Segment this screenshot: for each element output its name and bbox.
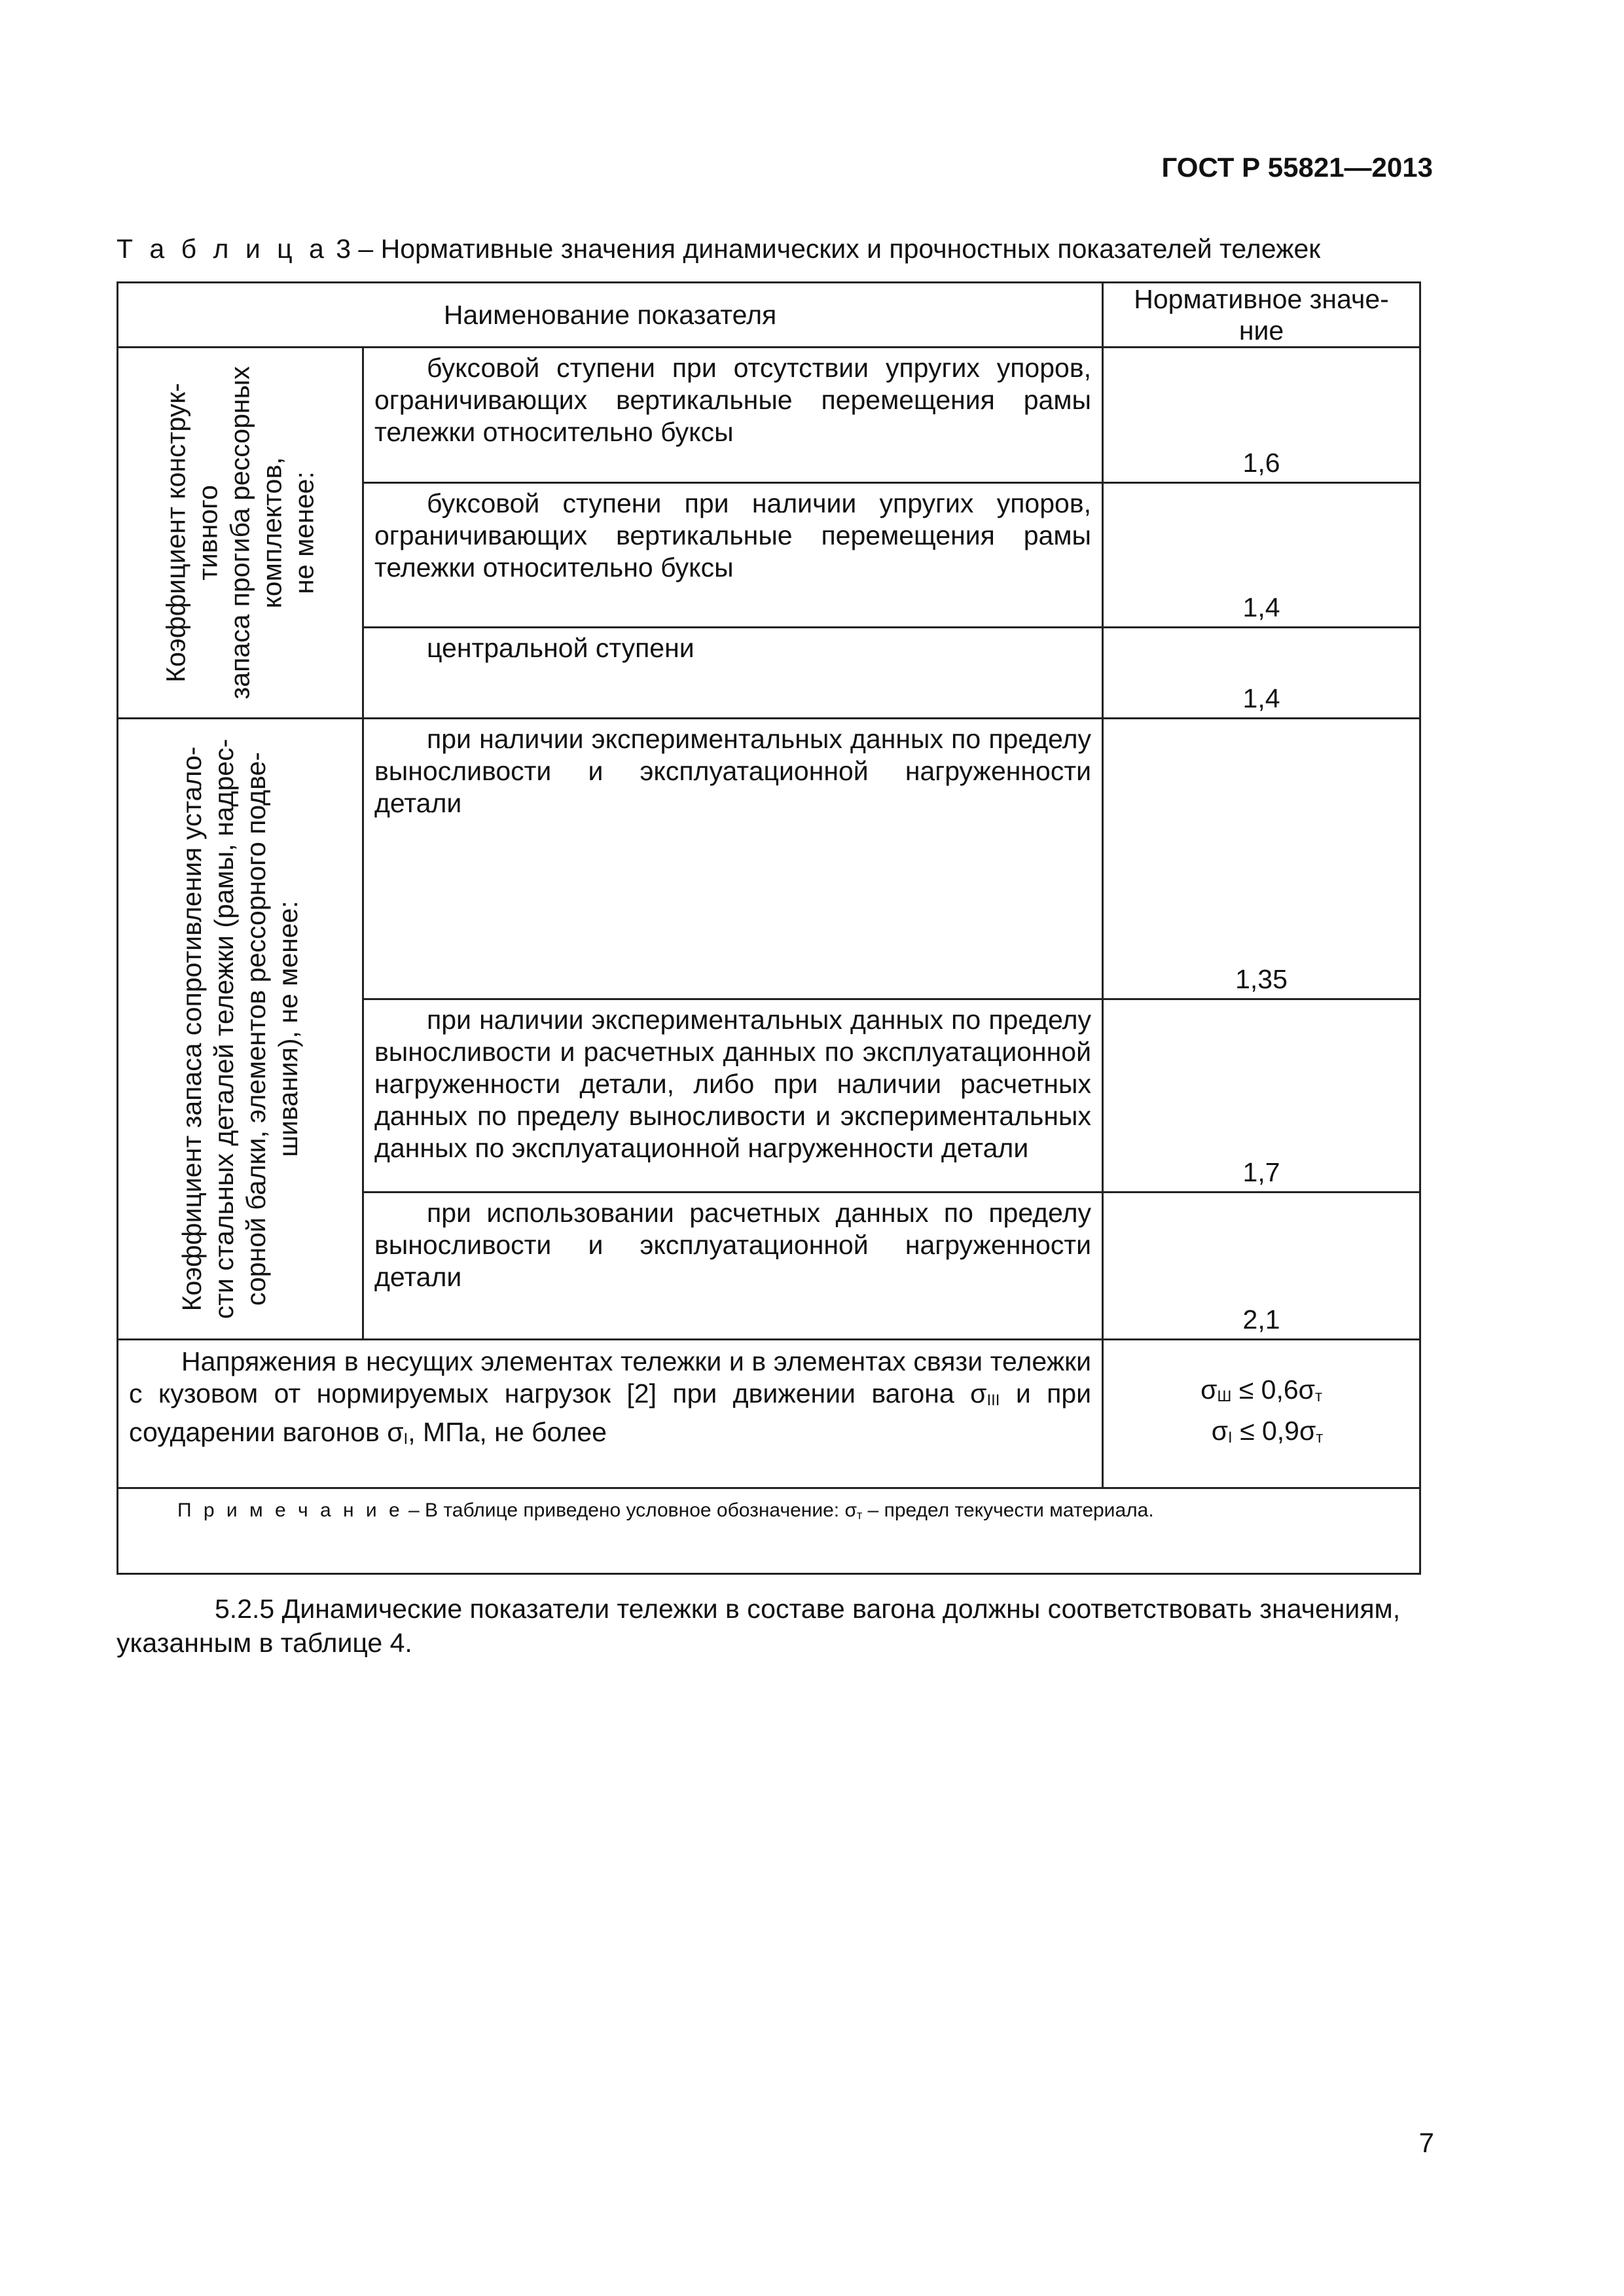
group1-row2-value (1103, 483, 1420, 628)
stress-desc (118, 1340, 1103, 1488)
row-desc-text: буксовой ступени при отсутствии упругих упоров, ограничивающих вертикальные перемещения рамы тележки относительно буксы (374, 353, 1092, 447)
group2-row1-value (1103, 719, 1420, 999)
stress-text-a: Напряжения в несущих элементах тележки и в элементах связи тележки с кузовом от нормируемых нагрузок [2] при движении вагона σ (129, 1346, 1092, 1408)
group1-row1-value (1103, 348, 1420, 483)
norms-table (117, 281, 1421, 1575)
group2-label-cell (118, 719, 363, 1340)
group2-label: Коэффициент запаса сопротивления устало- сти стальных деталей тележки (рамы, надрес- сорной балки, элементов рессорного подве- шивания), не менее: (177, 738, 303, 1319)
group2-row3-desc (363, 1193, 1103, 1340)
row-desc-text: при использовании расчетных данных по пределу выносливости и эксплуатационной нагруженности детали (374, 1198, 1092, 1292)
group1-row2-desc (363, 483, 1103, 628)
stress-sub-a: III (986, 1391, 1000, 1409)
row-value-text: 1,7 (1242, 1157, 1280, 1187)
table-note (118, 1488, 1420, 1574)
stress-sub-b: I (403, 1430, 408, 1448)
header-name-cell (118, 283, 1103, 348)
row-value-text: 2,1 (1242, 1304, 1280, 1335)
caption-label: Т а б л и ц а (117, 234, 329, 264)
note-sub: т (856, 1509, 863, 1522)
caption-title: Нормативные значения динамических и прочностных показателей тележек (380, 234, 1321, 264)
note-row (118, 1488, 1420, 1574)
group2-row1-desc (363, 719, 1103, 999)
stress-text-b: и при соударении вагонов σ (129, 1378, 1092, 1447)
stress-value-1: $\sigma_Ш \le 0,6\sigma_т$ (1200, 1374, 1322, 1405)
group2-row3-value (1103, 1193, 1420, 1340)
table-row (118, 1340, 1420, 1488)
table-row (118, 719, 1420, 999)
paragraph-text: Динамические показатели тележки в составе вагона должны соответствовать значениям, указанным в таблице 4. (117, 1594, 1401, 1658)
caption-number: 3 (336, 234, 352, 264)
group1-row1-desc (363, 348, 1103, 483)
note-text-a: – В таблице приведено условное обозначение: σ (403, 1499, 857, 1521)
table-header-row (118, 283, 1420, 348)
row-value-text: 1,4 (1242, 683, 1280, 713)
paragraph-number: 5.2.5 (215, 1594, 275, 1624)
page-number: 7 (1418, 2127, 1434, 2158)
group1-label: Коэффициент конструк- тивного запаса прогиба рессорных комплектов, не менее: (160, 366, 319, 700)
row-desc-text: буксовой ступени при наличии упругих упоров, ограничивающих вертикальные перемещения рамы тележки относительно буксы (374, 488, 1092, 583)
header-name: Наименование показателя (443, 299, 777, 330)
stress-value-2: $\sigma_I \le 0,9\sigma_т$ (1211, 1416, 1324, 1446)
row-value-text: 1,6 (1242, 448, 1280, 478)
row-value-text: 1,4 (1242, 592, 1280, 622)
group2-row2-desc (363, 999, 1103, 1193)
note-label: П р и м е ч а н и е (177, 1499, 403, 1521)
caption-dash: – (358, 234, 374, 264)
group1-row3-value (1103, 628, 1420, 719)
table-row (118, 348, 1420, 483)
document-code: ГОСТ Р 55821—2013 (1161, 152, 1433, 183)
row-desc-text: центральной ступени (427, 633, 695, 663)
group1-label-cell (118, 348, 363, 719)
stress-value (1103, 1340, 1420, 1488)
row-desc-text: при наличии экспериментальных данных по пределу выносливости и расчетных данных по эксплуатационной нагруженности детали, либо при наличии расчетных данных по пределу выносливости и экспериментальных данных по эксплуатационной нагруженности детали (374, 1005, 1092, 1163)
table-caption (117, 234, 1320, 264)
row-value-text: 1,35 (1235, 964, 1288, 994)
group1-row3-desc (363, 628, 1103, 719)
header-value-cell: Нормативное значе- ние (1103, 283, 1420, 348)
note-text-b: – предел текучести материала. (862, 1499, 1154, 1521)
group2-row2-value (1103, 999, 1420, 1193)
row-desc-text: при наличии экспериментальных данных по пределу выносливости и эксплуатационной нагруженности детали (374, 724, 1092, 818)
paragraph-5-2-5 (117, 1592, 1439, 1660)
stress-text-c: , МПа, не более (408, 1417, 607, 1447)
